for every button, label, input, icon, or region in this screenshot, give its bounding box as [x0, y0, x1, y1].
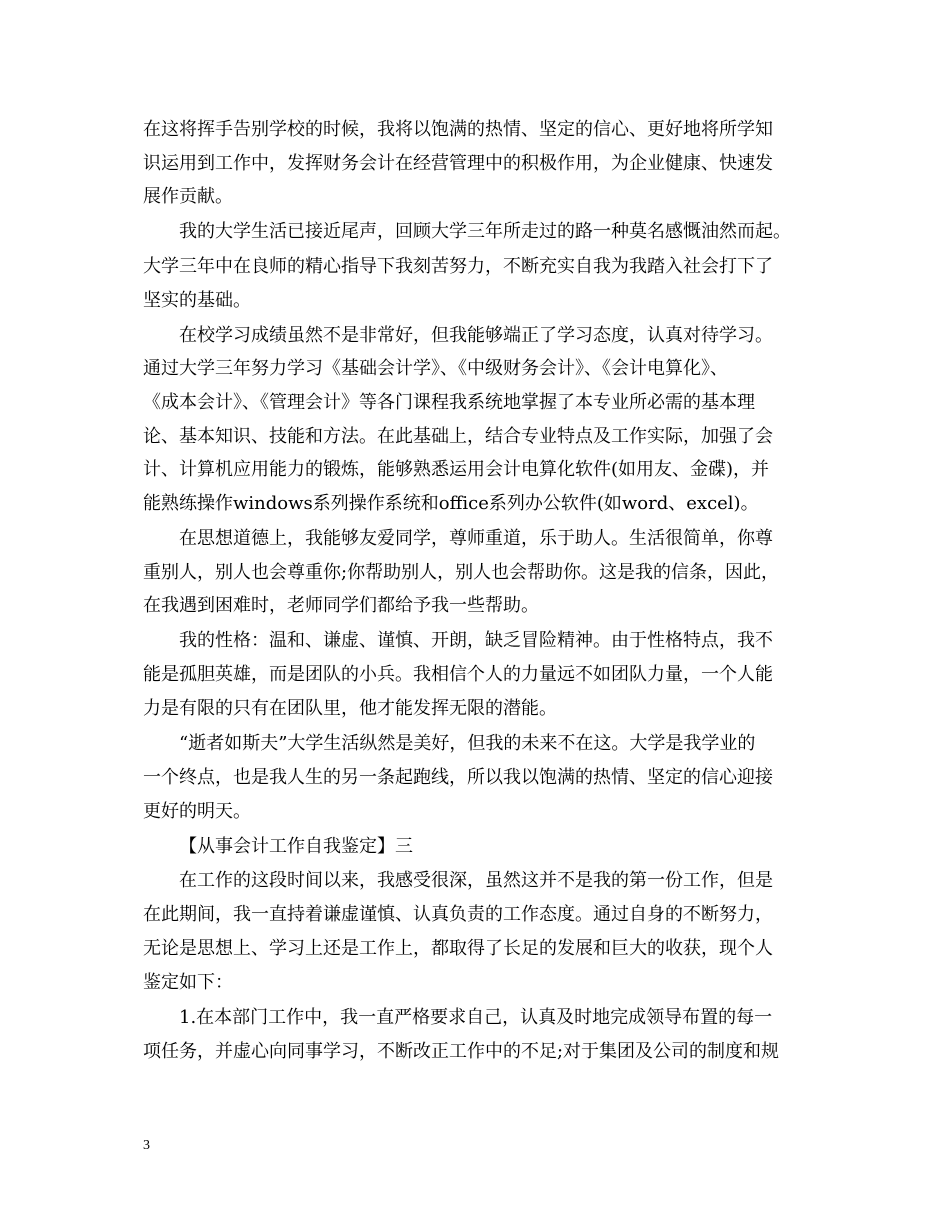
text-line: 我的性格：温和、谦虚、谨慎、开朗，缺乏冒险精神。由于性格特点，我不	[179, 630, 773, 651]
text-line: 坚实的基础。	[143, 290, 251, 311]
text-line: 《成本会计》、《管理会计》等各门课程我系统地掌握了本专业所必需的基本理	[143, 392, 755, 413]
page-number: 3	[143, 1138, 150, 1153]
text-line: 能熟练操作windows系列操作系统和office系列办公软件(如word、excel)。	[143, 493, 759, 514]
text-line: 我的大学生活已接近尾声，回顾大学三年所走过的路一种莫名感慨油然而起。	[179, 221, 791, 242]
text-line: 无论是思想上、学习上还是工作上，都取得了长足的发展和巨大的收获，现个人	[143, 938, 773, 959]
text-line: “逝者如斯夫”大学生活纵然是美好，但我的未来不在这。大学是我学业的	[179, 733, 756, 754]
text-line: 展作贡献。	[143, 186, 233, 207]
text-line: 1.在本部门工作中，我一直严格要求自己，认真及时地完成领导布置的每一	[179, 1007, 773, 1028]
text-line: 能是孤胆英雄，而是团队的小兵。我相信个人的力量远不如团队力量，一个人能	[143, 664, 773, 685]
text-line: 在校学习成绩虽然不是非常好，但我能够端正了学习态度，认真对待学习。	[179, 325, 773, 346]
text-line: 项任务，并虚心向同事学习，不断改正工作中的不足;对于集团及公司的制度和规	[143, 1041, 780, 1062]
text-line: 力是有限的只有在团队里，他才能发挥无限的潜能。	[143, 698, 557, 719]
text-line: 识运用到工作中，发挥财务会计在经营管理中的积极作用，为企业健康、快速发	[143, 153, 773, 174]
text-line: 在我遇到困难时，老师同学们都给予我一些帮助。	[143, 595, 539, 616]
text-line: 在工作的这段时间以来，我感受很深，虽然这并不是我的第一份工作，但是	[179, 870, 773, 891]
text-line: 论、基本知识、技能和方法。在此基础上，结合专业特点及工作实际，加强了会	[143, 426, 773, 447]
text-line: 在这将挥手告别学校的时候，我将以饱满的热情、坚定的信心、更好地将所学知	[143, 119, 773, 140]
text-line: 计、计算机应用能力的锻炼，能够熟悉运用会计电算化软件(如用友、金碟)，并	[143, 459, 770, 480]
text-line: 大学三年中在良师的精心指导下我刻苦努力，不断充实自我为我踏入社会打下了	[143, 256, 773, 277]
text-line: 鉴定如下：	[143, 972, 233, 993]
text-line: 更好的明天。	[143, 801, 251, 822]
text-line: 一个终点，也是我人生的另一条起跑线，所以我以饱满的热情、坚定的信心迎接	[143, 767, 773, 788]
text-line: 通过大学三年努力学习《基础会计学》、《中级财务会计》、《会计电算化》、	[143, 358, 728, 379]
text-line: 【从事会计工作自我鉴定】三	[179, 836, 413, 857]
text-line: 在思想道德上，我能够友爱同学，尊师重道，乐于助人。生活很简单，你尊	[179, 528, 773, 549]
text-line: 重别人，别人也会尊重你;你帮助别人，别人也会帮助你。这是我的信条，因此，	[143, 562, 780, 583]
text-line: 在此期间，我一直持着谦虚谨慎、认真负责的工作态度。通过自身的不断努力，	[143, 904, 773, 925]
